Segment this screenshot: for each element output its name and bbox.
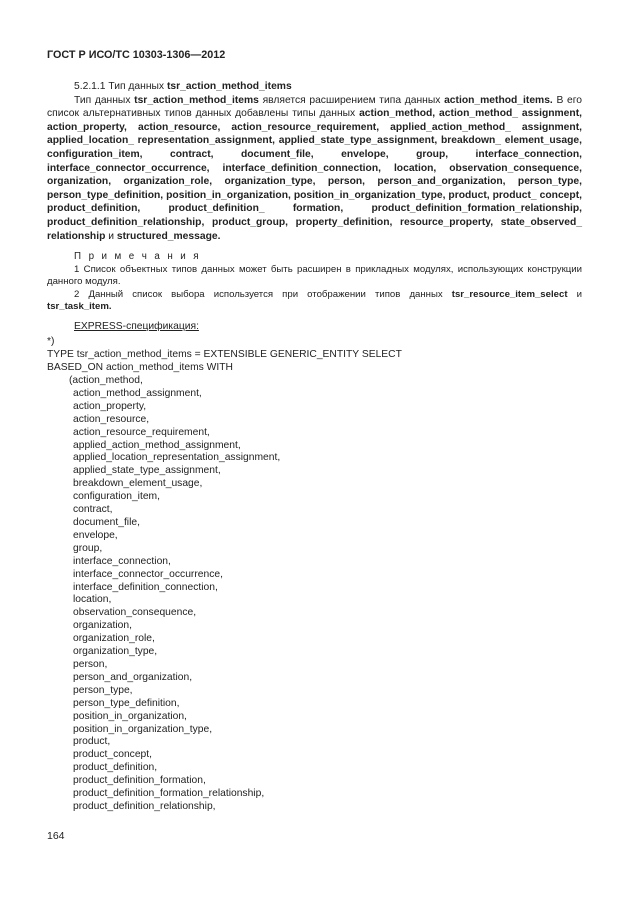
code-line: interface_connection,	[73, 555, 171, 567]
page-content	[47, 80, 582, 814]
and-word: и	[108, 230, 114, 242]
express-code-block	[47, 336, 582, 814]
code-line: person,	[73, 658, 108, 670]
code-line: product_definition_formation,	[73, 775, 206, 787]
code-line: position_in_organization_type,	[73, 723, 213, 735]
note-2-type-2: tsr_task_item.	[47, 301, 112, 313]
code-line: organization_role,	[73, 633, 155, 645]
section-title-name: tsr_action_method_items	[166, 81, 292, 92]
code-line: envelope,	[73, 529, 118, 541]
code-line: breakdown_element_usage,	[73, 478, 203, 490]
code-line: action_resource_requirement,	[73, 426, 210, 438]
code-line: document_file,	[73, 517, 140, 528]
code-line: product,	[73, 736, 111, 748]
note-2-and: и	[576, 288, 582, 300]
last-type: structured_message.	[116, 230, 221, 242]
code-line: person_and_organization,	[73, 671, 193, 683]
note-2-type-1: tsr_resource_item_select	[451, 288, 568, 300]
express-label-line	[47, 320, 582, 334]
note-1: 1 Список объектных типов данных может быть расширен в прикладных модулях, использующих конструкции данного модуля.	[47, 263, 582, 288]
code-line: position_in_organization,	[73, 710, 187, 722]
base-type: action_method_items.	[444, 94, 553, 106]
intro-b: является расширением типа данных	[262, 94, 441, 106]
code-line: action_method_assignment,	[73, 387, 202, 399]
code-line: configuration_item,	[73, 491, 161, 503]
code-line: action_property,	[73, 400, 147, 412]
type-name: tsr_action_method_items	[134, 94, 259, 106]
document-header: ГОСТ Р ИСО/ТС 10303-1306—2012	[47, 49, 226, 61]
body-paragraph	[47, 94, 582, 244]
code-line: TYPE tsr_action_method_items = EXTENSIBLE GENERIC_ENTITY SELECT	[47, 349, 402, 361]
code-line: product_concept,	[73, 749, 152, 761]
code-line: contract,	[73, 504, 113, 516]
code-line: organization_type,	[73, 646, 158, 658]
code-line: location,	[73, 594, 112, 606]
intro-a: Тип данных	[74, 94, 131, 106]
note-2	[47, 289, 582, 314]
code-line: group,	[73, 542, 103, 554]
code-line: *)	[47, 336, 55, 348]
code-line: organization,	[73, 620, 132, 632]
code-line: applied_location_representation_assignment,	[73, 452, 281, 464]
section-heading	[47, 80, 582, 94]
code-line: action_resource,	[73, 413, 150, 425]
section-number: 5.2.1.1	[74, 81, 106, 92]
code-line: person_type_definition,	[73, 697, 180, 709]
code-line: person_type,	[73, 684, 133, 696]
code-line: applied_state_type_assignment,	[73, 465, 221, 477]
code-line: product_definition,	[73, 762, 158, 774]
note-2-text: 2 Данный список выбора используется при отображении типов данных	[74, 288, 443, 300]
express-label: EXPRESS-спецификация:	[74, 320, 199, 332]
code-line: interface_connector_occurrence,	[73, 568, 223, 580]
code-line: observation_consequence,	[73, 607, 197, 619]
code-line: product_definition_relationship,	[73, 800, 216, 812]
code-line: BASED_ON action_method_items WITH	[47, 362, 233, 374]
code-line: (action_method,	[69, 375, 143, 387]
code-line: applied_action_method_assignment,	[73, 439, 241, 451]
page-number: 164	[47, 830, 65, 842]
code-line: product_definition_formation_relationship,	[73, 788, 265, 800]
code-line: interface_definition_connection,	[73, 581, 218, 593]
notes-title: П р и м е ч а н и я	[74, 251, 201, 263]
intro-c: В его список альтернативных типов данных добавлены типы данных	[47, 94, 582, 120]
added-types: action_method, action_method_ assignment, action_property, action_resource, action_resource_requirement, applied_action_method_ assignment, applied_location_ representation_assignment, applied_state_type_assignment, breakdown_ element_usage, configuration_item, contract, document_file, envelope, group, interface_connection, interface_connector_occurrence, interface_definition_connection, location, observation_consequence, organization, organization_role, organization_type, person, person_and_organization, person_type, person_type_definition, position_in_organization, position_in_organization_type, product, product_ concept, product_definition, product_definition_ formation, product_definition_formation_relationship, product_definition_relationship, product_group, property_definition, resource_property, state_observed_ relationship	[47, 108, 582, 242]
section-title-prefix: Тип данных	[108, 81, 165, 92]
